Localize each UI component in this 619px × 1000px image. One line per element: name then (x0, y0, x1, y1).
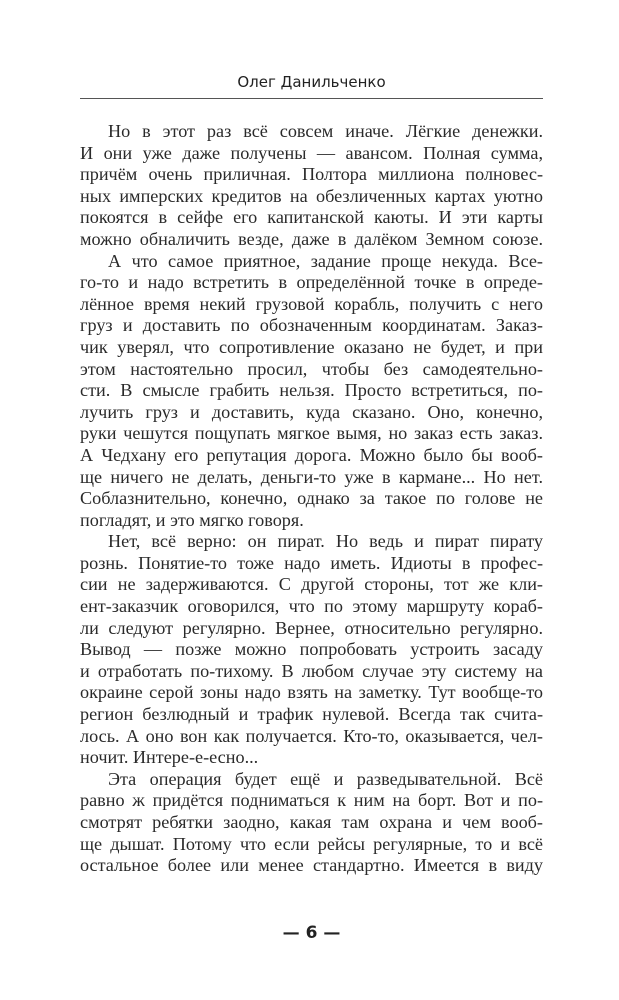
text-line: погладят, и это мягко говоря. (80, 509, 304, 530)
text-line: И они уже даже получены — авансом. Полная сумма, (80, 142, 543, 163)
text-line: Соблазнительно, конечно, однако за такое по голове не (80, 488, 543, 509)
text-line: сии не задерживаются. С другой стороны, тот же кли- (80, 574, 543, 595)
text-line: ночит. Интере-е-есно... (80, 747, 259, 768)
text-line: груз и доставить по обозначенным координатам. Заказ- (80, 315, 543, 336)
header-rule (80, 98, 543, 99)
text-line: остальное более или менее стандартно. Имеется в виду (80, 855, 543, 876)
text-line: причём очень приличная. Полтора миллиона полновес- (80, 164, 543, 185)
text-line: ли следуют регулярно. Вернее, относительно регулярно. (80, 617, 543, 638)
text-line: лённое время некий грузовой корабль, получить с него (80, 293, 543, 314)
text-line: А что самое приятное, задание проще некуда. Все- (108, 250, 543, 271)
text-line: Вывод — позже можно попробовать устроить засаду (80, 639, 543, 660)
text-line: ент-заказчик оговорился, что по этому маршруту кораб- (80, 596, 543, 617)
text-line: можно обналичить везде, даже в далёком Земном союзе. (80, 228, 543, 249)
text-line: го-то и надо встретить в определённой точке в опреде- (80, 272, 543, 293)
paragraph (80, 121, 543, 251)
text-line: ще дышат. Потому что если рейсы регулярные, то и всё (80, 833, 543, 854)
page-body-text (80, 121, 543, 877)
text-line: Но в этот раз всё совсем иначе. Лёгкие денежки. (108, 121, 543, 141)
text-line: рознь. Понятие-то тоже надо иметь. Идиоты в профес- (80, 552, 543, 573)
paragraph (80, 769, 543, 877)
text-line: лучить груз и доставить, куда сказано. Оно, конечно, (80, 401, 543, 422)
text-line: чик уверял, что сопротивление оказано не будет, и при (80, 336, 543, 357)
page-number: — 6 — (282, 923, 341, 943)
text-line: Эта операция будет ещё и разведывательной. Всё (108, 768, 543, 789)
text-line: А Чедхану его репутация дорога. Можно было бы вооб- (80, 444, 543, 465)
text-line: этом настоятельно просил, чтобы без самодеятельно- (80, 358, 543, 379)
text-line: руки чешутся пощупать мягкое вымя, но заказ есть заказ. (80, 423, 543, 444)
text-line: равно ж придётся подниматься к ним на борт. Вот и по- (80, 790, 543, 811)
text-line: лось. А оно вон как получается. Кто-то, оказывается, чел- (80, 725, 543, 746)
text-line: ных имперских кредитов на обезличенных картах уютно (80, 185, 543, 206)
text-line: сти. В смысле грабить нельзя. Просто встретиться, по- (80, 380, 543, 401)
running-header-author: Олег Данильченко (237, 73, 386, 91)
paragraph (80, 251, 543, 532)
text-line: регион безлюдный и трафик нулевой. Всегда так счита- (80, 704, 543, 725)
text-line: окраине серой зоны надо взять на заметку. Тут вообще-то (80, 682, 543, 703)
paragraph (80, 531, 543, 769)
text-line: Нет, всё верно: он пират. Но ведь и пират пирату (108, 531, 543, 552)
text-line: смотрят ребятки заодно, какая там охрана и чем вооб- (80, 812, 543, 832)
text-line: ще ничего не делать, деньги-то уже в кармане... Но нет. (80, 466, 543, 487)
text-line: и отработать по-тихому. В любом случае эту систему на (80, 660, 543, 681)
text-line: покоятся в сейфе его капитанской каюты. И эти карты (80, 207, 543, 228)
